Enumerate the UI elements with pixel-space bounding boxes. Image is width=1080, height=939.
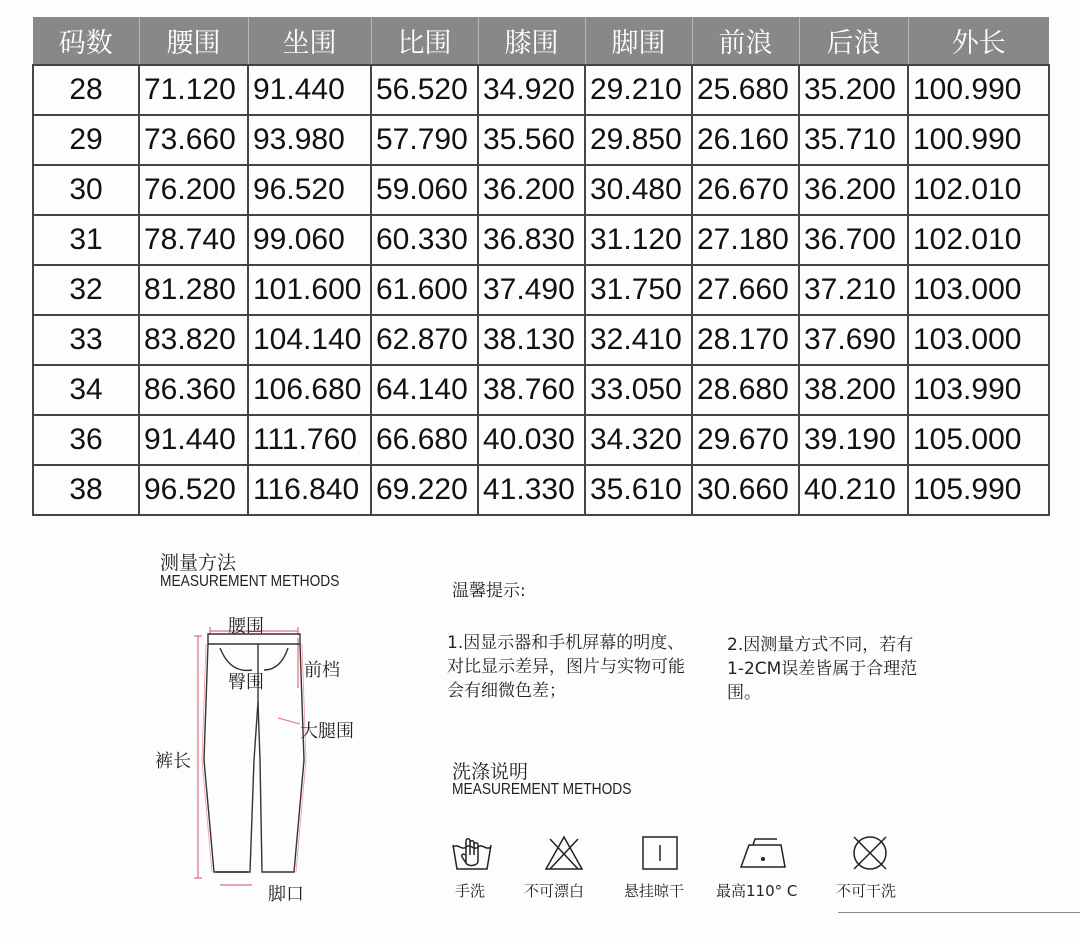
measurement-cell: 61.600 [371, 265, 478, 315]
header-hem: 脚围 [585, 17, 692, 65]
measurement-cell: 28.680 [692, 365, 799, 415]
pants-diagram [180, 610, 360, 910]
measurement-cell: 38.200 [799, 365, 908, 415]
table-row [33, 65, 1049, 115]
table-row [33, 115, 1049, 165]
measurement-cell: 36.200 [478, 165, 585, 215]
measurement-cell: 102.010 [908, 215, 1049, 265]
label-thigh: 大腿围 [300, 721, 354, 742]
header-outseam: 外长 [908, 17, 1049, 65]
tip-display-difference: 1.因显示器和手机屏幕的明度、对比显示差异，图片与实物可能会有细微色差； [447, 633, 685, 701]
size-table [32, 17, 1050, 516]
iron-icon [737, 833, 789, 873]
measurement-cell: 27.180 [692, 215, 799, 265]
no-bleach-label: 不可漂白 [524, 882, 585, 900]
measurement-cell: 34.920 [478, 65, 585, 115]
measurement-cell: 60.330 [371, 215, 478, 265]
table-row [33, 465, 1049, 515]
measurement-cell: 78.740 [139, 215, 248, 265]
table-row [33, 315, 1049, 365]
measurement-cell: 91.440 [248, 65, 371, 115]
measurement-cell: 81.280 [139, 265, 248, 315]
measurement-cell: 111.760 [248, 415, 371, 465]
measurement-cell: 28.170 [692, 315, 799, 365]
measurement-cell: 33.050 [585, 365, 692, 415]
measurement-cell: 96.520 [139, 465, 248, 515]
hang-dry-icon [638, 833, 682, 873]
label-length: 裤长 [155, 751, 191, 772]
measurement-cell: 36.830 [478, 215, 585, 265]
measurement-cell: 34.320 [585, 415, 692, 465]
measurement-cell: 37.490 [478, 265, 585, 315]
size-cell: 34 [33, 365, 139, 415]
measurement-cell: 56.520 [371, 65, 478, 115]
measurement-cell: 31.750 [585, 265, 692, 315]
measurement-title: 测量方法 [160, 552, 237, 574]
hand-wash-icon [450, 833, 494, 873]
measurement-cell: 29.850 [585, 115, 692, 165]
measurement-cell: 27.660 [692, 265, 799, 315]
measurement-cell: 103.990 [908, 365, 1049, 415]
header-waist: 腰围 [139, 17, 248, 65]
measurement-cell: 37.690 [799, 315, 908, 365]
hang-dry-label: 悬挂晾干 [624, 882, 685, 900]
no-bleach-icon [542, 833, 586, 873]
measurement-cell: 102.010 [908, 165, 1049, 215]
measurement-cell: 40.210 [799, 465, 908, 515]
measurement-cell: 93.980 [248, 115, 371, 165]
measurement-cell: 25.680 [692, 65, 799, 115]
measurement-cell: 36.700 [799, 215, 908, 265]
measurement-cell: 105.990 [908, 465, 1049, 515]
header-thigh: 比围 [371, 17, 478, 65]
measurement-cell: 64.140 [371, 365, 478, 415]
washing-subtitle: MEASUREMENT METHODS [452, 781, 632, 798]
table-row [33, 215, 1049, 265]
label-front-rise: 前档 [304, 660, 340, 681]
measurement-cell: 86.360 [139, 365, 248, 415]
measurement-cell: 66.680 [371, 415, 478, 465]
measurement-cell: 29.670 [692, 415, 799, 465]
measurement-cell: 38.760 [478, 365, 585, 415]
size-cell: 38 [33, 465, 139, 515]
measurement-cell: 31.120 [585, 215, 692, 265]
measurement-subtitle: MEASUREMENT METHODS [160, 573, 340, 590]
measurement-cell: 41.330 [478, 465, 585, 515]
table-row [33, 365, 1049, 415]
iron-label: 最高110° C [716, 882, 798, 900]
label-waist: 腰围 [228, 616, 264, 637]
no-dry-clean-label: 不可干洗 [836, 882, 897, 900]
no-dry-clean-icon [848, 833, 892, 873]
measurement-cell: 73.660 [139, 115, 248, 165]
measurement-cell: 57.790 [371, 115, 478, 165]
table-header-row [33, 17, 1049, 65]
measurement-cell: 101.600 [248, 265, 371, 315]
measurement-cell: 30.480 [585, 165, 692, 215]
measurement-cell: 35.200 [799, 65, 908, 115]
measurement-cell: 104.140 [248, 315, 371, 365]
measurement-cell: 32.410 [585, 315, 692, 365]
measurement-cell: 37.210 [799, 265, 908, 315]
size-cell: 30 [33, 165, 139, 215]
measurement-cell: 26.160 [692, 115, 799, 165]
table-row [33, 415, 1049, 465]
measurement-cell: 106.680 [248, 365, 371, 415]
measurement-cell: 36.200 [799, 165, 908, 215]
tip-measurement-error: 2.因测量方式不同，若有1-2CM误差皆属于合理范围。 [727, 635, 918, 703]
measurement-cell: 76.200 [139, 165, 248, 215]
size-cell: 32 [33, 265, 139, 315]
header-hip: 坐围 [248, 17, 371, 65]
label-hem: 脚口 [268, 884, 304, 905]
size-cell: 31 [33, 215, 139, 265]
header-knee: 膝围 [478, 17, 585, 65]
measurement-cell: 96.520 [248, 165, 371, 215]
header-size: 码数 [33, 17, 139, 65]
table-row [33, 265, 1049, 315]
measurement-cell: 103.000 [908, 315, 1049, 365]
label-hip: 臀围 [228, 672, 264, 693]
hand-wash-label: 手洗 [455, 882, 486, 900]
measurement-cell: 105.000 [908, 415, 1049, 465]
size-cell: 36 [33, 415, 139, 465]
measurement-cell: 103.000 [908, 265, 1049, 315]
measurement-cell: 59.060 [371, 165, 478, 215]
size-cell: 29 [33, 115, 139, 165]
divider-line [838, 912, 1080, 913]
measurement-cell: 99.060 [248, 215, 371, 265]
measurement-cell: 69.220 [371, 465, 478, 515]
measurement-cell: 71.120 [139, 65, 248, 115]
tips-title: 温馨提示: [452, 581, 526, 601]
thigh-pointer [278, 718, 300, 724]
header-front-rise: 前浪 [692, 17, 799, 65]
washing-title: 洗涤说明 [452, 761, 529, 783]
header-back-rise: 后浪 [799, 17, 908, 65]
size-cell: 28 [33, 65, 139, 115]
measurement-cell: 26.670 [692, 165, 799, 215]
measurement-cell: 91.440 [139, 415, 248, 465]
measurement-cell: 83.820 [139, 315, 248, 365]
measurement-cell: 30.660 [692, 465, 799, 515]
measurement-cell: 116.840 [248, 465, 371, 515]
measurement-cell: 62.870 [371, 315, 478, 365]
measurement-cell: 100.990 [908, 65, 1049, 115]
size-cell: 33 [33, 315, 139, 365]
measurement-cell: 29.210 [585, 65, 692, 115]
measurement-cell: 39.190 [799, 415, 908, 465]
measurement-cell: 100.990 [908, 115, 1049, 165]
measurement-cell: 35.710 [799, 115, 908, 165]
measurement-cell: 35.560 [478, 115, 585, 165]
measurement-cell: 35.610 [585, 465, 692, 515]
table-row [33, 165, 1049, 215]
measurement-cell: 40.030 [478, 415, 585, 465]
measurement-cell: 38.130 [478, 315, 585, 365]
size-table-body [33, 65, 1049, 515]
